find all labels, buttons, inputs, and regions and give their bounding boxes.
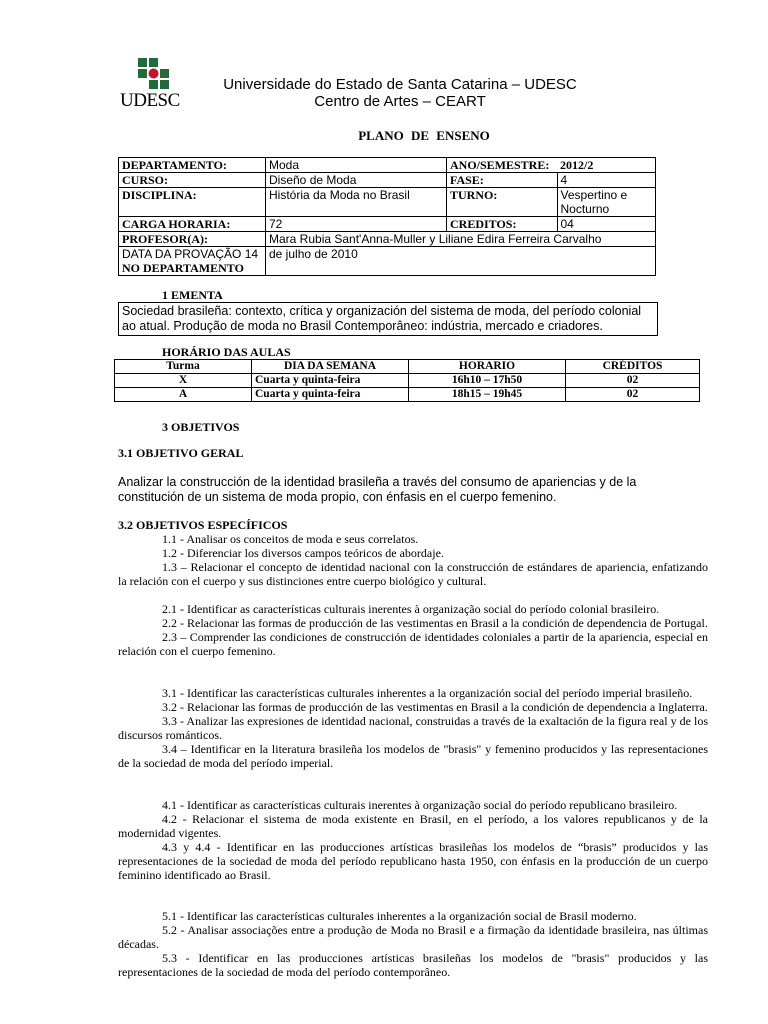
carga-value: 72: [266, 217, 447, 232]
objective-item: 5.2 - Analisar associações entre a produção de Moda no Brasil e a firmação da identidade brasileira, nas últimas décadas.: [118, 923, 708, 951]
table-header-row: [115, 360, 700, 374]
turma-cell: X: [115, 374, 252, 388]
turma-cell: A: [115, 388, 252, 402]
hora-cell: 16h10 – 17h50: [409, 374, 566, 388]
objectives-group-5: [118, 909, 708, 979]
objective-item: 3.1 - Identificar las características culturales inherentes a la organización social del período imperial brasileño.: [162, 686, 693, 700]
objective-item: 4.2 - Relacionar el sistema de moda existente en Brasil, en el período, a los valores republicanos y de la modernidad vigentes.: [118, 812, 708, 840]
table-row: [119, 247, 656, 276]
creditos-cell: 02: [566, 374, 700, 388]
objetivos-heading: 3 OBJETIVOS: [162, 420, 240, 434]
objective-item: 1.3 – Relacionar el concepto de identidad nacional con la construcción de estándares de apariencia, enfatizando la relación con el cuerpo y sus distinciones entre cuerpo biológico y cultural.: [118, 560, 708, 588]
data-aprovacao-value: de julho de 2010: [266, 247, 656, 276]
turno-label: TURNO:: [447, 188, 558, 217]
objective-item: 2.3 – Comprender las condiciones de construcción de identidades coloniales a partir de la apariencia, especial en relación con el cuerpo femenino.: [118, 630, 708, 658]
horario-heading: HORÁRIO DAS AULAS: [162, 345, 291, 359]
dia-cell: Cuarta y quinta-feira: [252, 388, 409, 402]
objective-item: 1.2 - Diferenciar los diversos campos teóricos de abordaje.: [162, 546, 444, 560]
hora-cell: 18h15 – 19h45: [409, 388, 566, 402]
university-header: [220, 76, 580, 110]
course-info-table: [118, 157, 656, 276]
creditos-value: 04: [557, 217, 656, 232]
turno-value-line: Nocturno: [560, 202, 610, 216]
objective-item: 3.3 - Analizar las expresiones de identidad nacional, construidas a través de la exaltación de la figura real y de los discursos románticos.: [118, 714, 708, 742]
university-name: Universidade do Estado de Santa Catarina – UDESC: [223, 76, 577, 93]
objectives-group-2: [118, 602, 708, 658]
profesor-value: Mara Rubia Sant'Anna-Muller y Liliane Edira Ferreira Carvalho: [266, 232, 656, 247]
table-row: [119, 188, 656, 217]
objective-item: 4.1 - Identificar as características culturais inerentes à organização social do período republicano brasileiro.: [162, 798, 678, 812]
objective-item: 3.4 – Identificar en la literatura brasileña los modelos de "brasis" y femenino producidos y las representaciones de la sociedad de moda del período imperial.: [118, 742, 708, 770]
table-row: [115, 388, 700, 402]
objective-item: 4.3 y 4.4 - Identificar en las producciones artísticas brasileñas los modelos de “brasis” producidos y las representaciones de la sociedad de moda del período republicano hasta 1950, con énfasis en la producción de un cuerpo feminino identificado ao Brasil.: [118, 840, 708, 882]
departamento-label: DEPARTAMENTO:: [119, 158, 266, 173]
column-header: HORARIO: [409, 360, 566, 374]
dia-cell: Cuarta y quinta-feira: [252, 374, 409, 388]
ano-label: ANO/SEMESTRE:: [447, 158, 558, 173]
objetivo-geral-text: Analizar la construcción de la identidad brasileña a través del consumo de apariencias y de la constitución de un sistema de moda propio, con énfasis en el cuerpo femenino.: [118, 475, 637, 504]
objective-item: 5.3 - Identificar en las producciones artísticas brasileñas los modelos de "brasis" producidos y las representaciones de la sociedad de moda del período contemporâneo.: [118, 951, 708, 979]
document-title: PLANO DE ENSENO: [358, 128, 490, 143]
fase-label: FASE:: [447, 173, 558, 188]
turno-value: [557, 188, 656, 217]
objectives-group-4: [118, 798, 708, 882]
udesc-logo: [120, 56, 190, 116]
table-row: [119, 217, 656, 232]
objective-item: 2.1 - Identificar as características culturais inerentes à organização social do período colonial brasileiro.: [162, 602, 660, 616]
column-header: Turma: [115, 360, 252, 374]
departamento-value: Moda: [266, 158, 447, 173]
profesor-label: PROFESOR(A):: [119, 232, 266, 247]
table-row: [119, 232, 656, 247]
objective-item: 2.2 - Relacionar las formas de producción de las vestimentas en Brasil a la condición de dependencia de Portugal.: [162, 616, 708, 630]
data-aprovacao-label: [119, 247, 266, 276]
data-aprovacao-label-line: DATA DA PROVAÇÃO 14: [122, 247, 259, 261]
data-aprovacao-label-line: NO DEPARTAMENTO: [122, 261, 244, 275]
table-row: [119, 173, 656, 188]
objetivos-especificos-heading: 3.2 OBJETIVOS ESPECÍFICOS: [118, 518, 288, 532]
curso-value: Diseño de Moda: [266, 173, 447, 188]
turno-value-line: Vespertino e: [560, 188, 628, 202]
objectives-group-3: [118, 686, 708, 770]
disciplina-label: DISCIPLINA:: [119, 188, 266, 217]
curso-label: CURSO:: [119, 173, 266, 188]
logo-text: UDESC: [120, 90, 180, 111]
horario-table: [114, 359, 700, 402]
center-name: Centro de Artes – CEART: [314, 93, 486, 110]
disciplina-value: História da Moda no Brasil: [266, 188, 447, 217]
ano-value: 2012/2: [557, 158, 656, 173]
objetivo-geral-heading: 3.1 OBJETIVO GERAL: [118, 446, 244, 460]
objectives-group-1: [118, 532, 708, 588]
objective-item: 5.1 - Identificar las características culturales inherentes a la organización social de Brasil moderno.: [162, 909, 637, 923]
creditos-label: CREDITOS:: [447, 217, 558, 232]
ementa-text: Sociedad brasileña: contexto, crítica y organización del sistema de moda, del período colonial ao atual. Produção de moda no Brasil Contemporâneo: indústria, mercado e criadores.: [118, 302, 658, 336]
column-header: DIA DA SEMANA: [252, 360, 409, 374]
ementa-heading: 1 EMENTA: [162, 288, 223, 302]
objective-item: 1.1 - Analisar os conceitos de moda e seus correlatos.: [162, 532, 419, 546]
column-header: CRÉDITOS: [566, 360, 700, 374]
table-row: [119, 158, 656, 173]
table-row: [115, 374, 700, 388]
carga-label: CARGA HORARIA:: [119, 217, 266, 232]
creditos-cell: 02: [566, 388, 700, 402]
objective-item: 3.2 - Relacionar las formas de producción de las vestimentas en Brasil a la condición de dependencia a Inglaterra.: [162, 700, 708, 714]
fase-value: 4: [557, 173, 656, 188]
